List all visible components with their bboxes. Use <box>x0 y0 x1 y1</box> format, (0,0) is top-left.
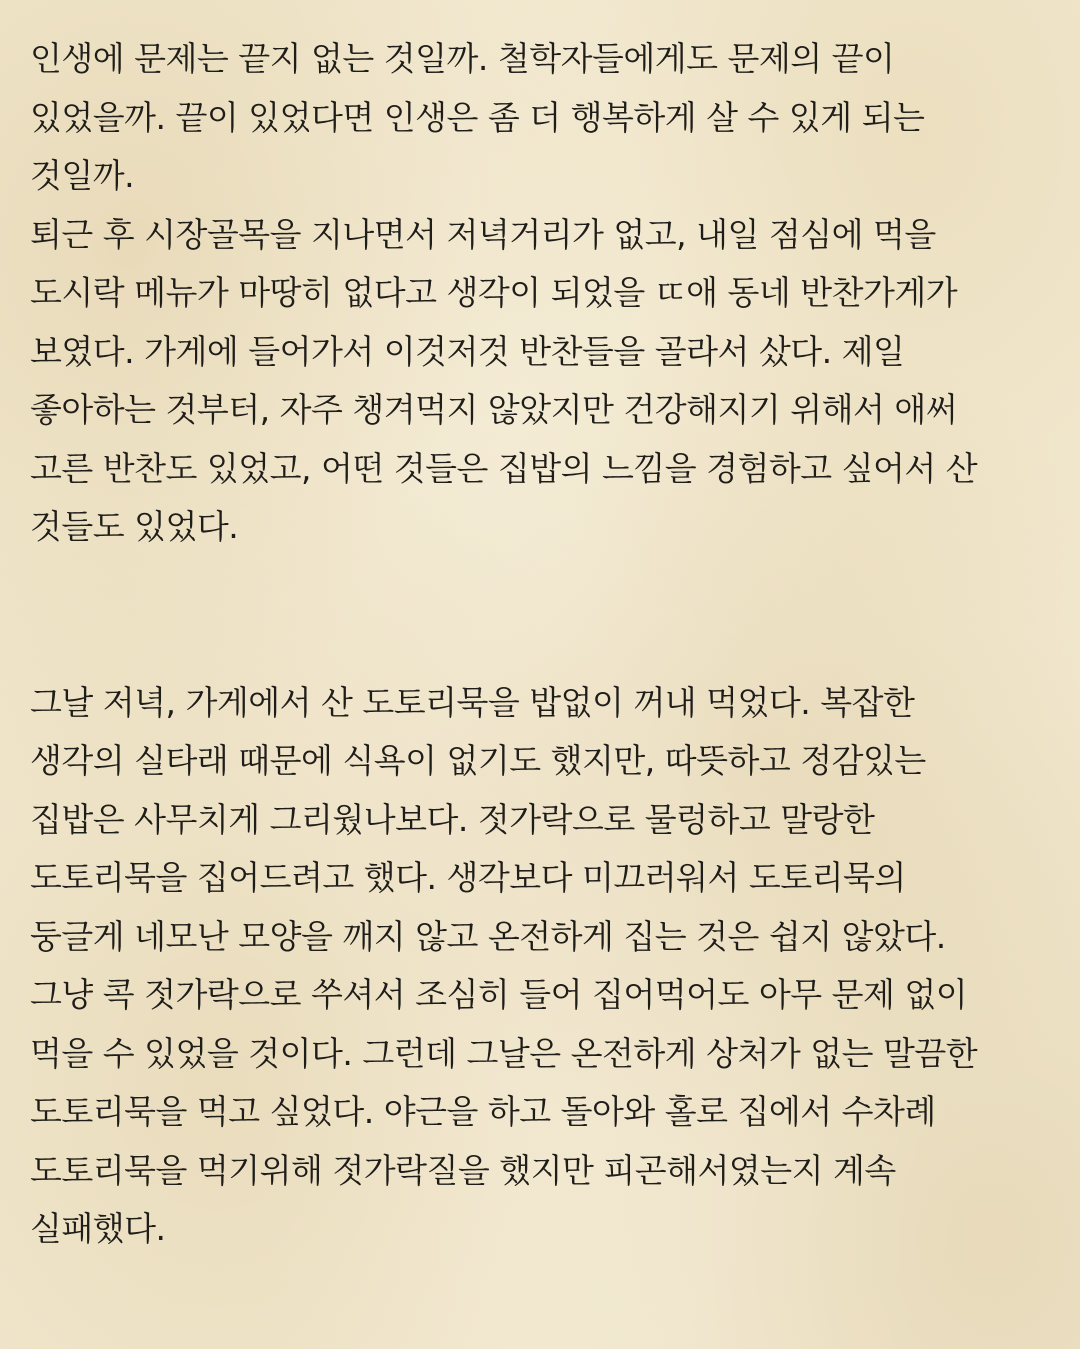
text-line: 실패했다. <box>30 1209 166 1248</box>
text-line: 좋아하는 것부터, 자주 챙겨먹지 않았지만 건강해지기 위해서 애써 <box>30 390 958 429</box>
text-line: 도토리묵을 먹기위해 젓가락질을 했지만 피곤해서였는지 계속 <box>30 1150 896 1190</box>
text-line: 보였다. 가게에 들어가서 이것저것 반찬들을 골라서 샀다. 제일 <box>30 331 905 371</box>
paragraph-gap <box>30 557 1054 674</box>
text-line: 퇴근 후 시장골목을 지나면서 저녁거리가 없고, 내일 점심에 먹을 <box>30 214 936 254</box>
text-line: 그날 저녁, 가게에서 산 도토리묵을 밥없이 꺼내 먹었다. 복잡한 <box>30 682 915 722</box>
essay-page <box>30 30 1054 1259</box>
text-line: 도토리묵을 먹고 싶었다. 야근을 하고 돌아와 홀로 집에서 수차례 <box>30 1092 936 1131</box>
text-line: 집밥은 사무치게 그리웠나보다. 젓가락으로 물렁하고 말랑한 <box>30 799 875 839</box>
text-line: 도시락 메뉴가 마땅히 없다고 생각이 되었을 ㄸ애 동네 반찬가게가 <box>30 273 958 312</box>
paragraph-3 <box>30 674 1054 1259</box>
text-line: 도토리묵을 집어드려고 했다. 생각보다 미끄러워서 도토리묵의 <box>30 858 906 897</box>
text-line: 생각의 실타래 때문에 식욕이 없기도 했지만, 따뜻하고 정감있는 <box>30 741 926 780</box>
text-line: 것들도 있었다. <box>30 507 239 546</box>
text-line: 둥글게 네모난 모양을 깨지 않고 온전하게 집는 것은 쉽지 않았다. <box>30 916 946 956</box>
text-line: 그냥 콕 젓가락으로 쑤셔서 조심히 들어 집어먹어도 아무 문제 없이 <box>30 975 968 1014</box>
text-line: 먹을 수 있었을 것이다. 그런데 그날은 온전하게 상처가 없는 말끔한 <box>30 1033 978 1073</box>
paragraph-2 <box>30 206 1054 557</box>
text-line: 것일까. <box>30 156 135 195</box>
text-line: 있었을까. 끝이 있었다면 인생은 좀 더 행복하게 살 수 있게 되는 <box>30 97 925 137</box>
text-line: 고른 반찬도 있었고, 어떤 것들은 집밥의 느낌을 경험하고 싶어서 산 <box>30 448 978 488</box>
text-line: 인생에 문제는 끝지 없는 것일까. 철학자들에게도 문제의 끝이 <box>30 39 895 78</box>
paragraph-1 <box>30 30 1054 206</box>
